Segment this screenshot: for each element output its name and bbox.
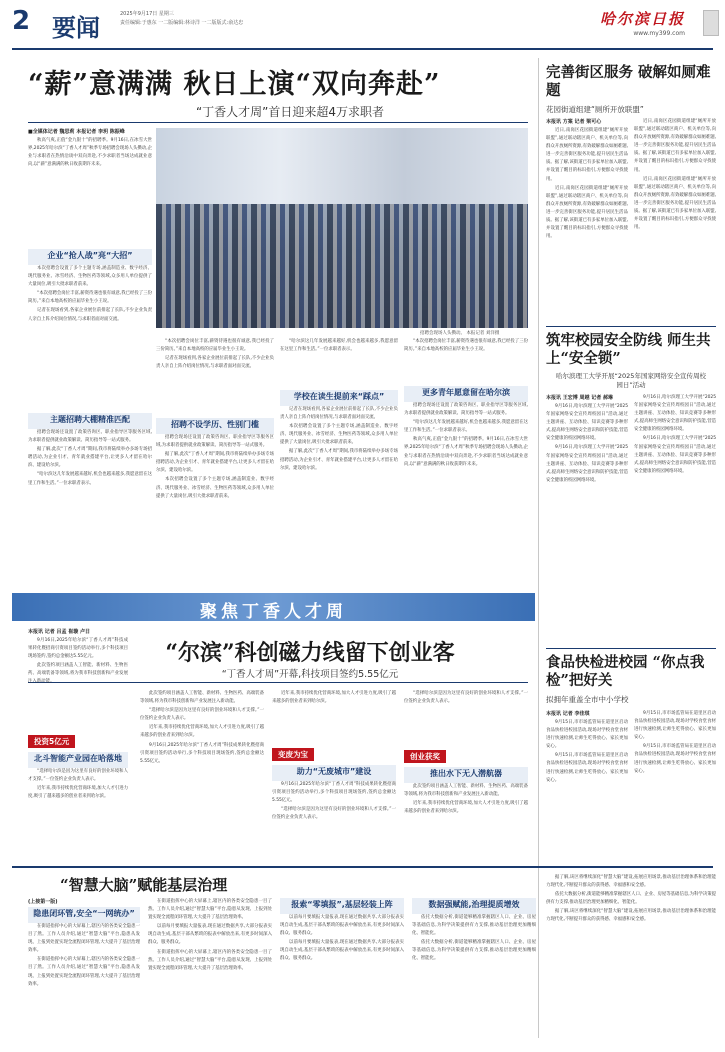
middle-col1-text-b: “选择哈尔滨是因为这里有良好的创业环境和人才支撑。”一位签约企业负责人表示。 近年来,我市持续优化营商环境,加大人才引进力度,吸引了越来越多的创业者来到哈尔滨。	[28, 769, 128, 800]
right-mid-subheadline: 哈尔滨理工大学开展“2025年国家网络安全宣传周校园日”活动	[556, 372, 706, 389]
lead-col2-text-a: “本次招聘会岗位丰富,薪资待遇也很有诚意,我已经投了三份简历。”来自本地高校的应届毕业生小王说。 记者在现场看到,各家企业展位前排起了长队,不少企业负责人亲自上阵介绍岗位情况,与求职者面对面交流。	[156, 339, 274, 370]
lead-subhead-4: 学校在读生提前来“踩点”	[280, 390, 398, 406]
middle-headline: “尔滨”科创磁力线留下创业客	[165, 640, 455, 666]
lead-column-4	[404, 338, 528, 590]
right-top-byline: 本报讯 方案 记者 梁可心	[546, 119, 602, 125]
edition-date: 2025年9月17日 星期三	[120, 11, 174, 17]
lead-intro: 秋高气爽,正值“金九银十”的招聘季。9月16日,在冰雪大世界,2025年哈尔滨“丁香人才周”秋季专场招聘会现场人头攒动,企业与求职者在热情洽谈中双向奔赴,不少求职者当场达成就业意向,以“薪”意满满的秋日收获期许未来。	[28, 138, 152, 168]
right-bottom-text-1: 9月15日,市市场监管局在道里区启动食品快检进校园活动,现场对学校食堂食材进行快速检测,让师生吃得放心、家长更加安心。 9月15日,市市场监管局在道里区启动食品快检进校园活动,现场对学校食堂食材进行快速检测,让师生吃得放心、家长更加安心。	[546, 720, 628, 783]
bottom-column-2	[148, 898, 272, 1044]
lead-col4-text-b: 招聘会现场还设置了政策咨询区、职业指导区等服务区域,为求职者提供就业政策解读、简历指导等一站式服务。 “哈尔滨这几年发展越来越好,机会也越来越多,我愿意留在这里工作和生活。”一位求职者表示。 秋高气爽,正值“金九银十”的招聘季。9月16日,在冰雪大世界,2025年哈尔滨“丁香人才周”秋季专场招聘会现场人头攒动,企业与求职者在热情洽谈中双向奔赴,不少求职者当场达成就业意向,以“薪”意满满的秋日收获期许未来。	[404, 403, 528, 467]
lead-subhead-3: 招聘不设学历、性别门槛	[156, 418, 274, 434]
right-mid-text-2: 9月16日,哈尔滨理工大学开展“2025年国家网络安全宣传周校园日”活动,通过主题讲座、互动体验、知识竞赛等多种形式,提高师生网络安全意识和防护技能,营造安全健康的校园网络环境。 9月16日,哈尔滨理工大学开展“2025年国家网络安全宣传周校园日”活动,通过主题讲座、互动体验、知识竞赛等多种形式,提高师生网络安全意识和防护技能,营造安全健康的校园网络环境。	[634, 395, 716, 474]
edition-editors: 责任编辑:于惠东 一二版编辑:林诗洋 一二版版式:俞达忠	[120, 20, 244, 26]
lead-photo	[156, 128, 528, 328]
middle-col3-text-a: 近年来,我市持续优化营商环境,加大人才引进力度,吸引了越来越多的创业者来到哈尔滨。	[272, 691, 396, 705]
middle-subhead-6: 推出水下无人潜航器	[404, 767, 528, 783]
bottom-col5-text: 据了解,该区将继续深化“智慧大脑”建设,拓展应用场景,推动基层治理体系和治理能力现代化,不断提升群众的获得感、幸福感和安全感。 依托大数据分析,街道能够精准掌握辖区人口、企业、房屋等基础信息,为科学决策提供有力支撑,推动基层治理更加精细化、智能化。 据了解,该区将继续深化“智慧大脑”建设,拓展应用场景,推动基层治理体系和治理能力现代化,不断提升群众的获得感、幸福感和安全感。	[546, 875, 716, 923]
lead-subhead-5: 更多青年愿意留在哈尔滨	[404, 386, 528, 402]
bottom-column-3	[280, 898, 404, 1044]
middle-subhead-2: 北斗智能产业园在哈落地	[28, 752, 128, 768]
bottom-col2-text: 在街道指挥中心的大屏幕上,辖区内的各类安全隐患一目了然。工作人员介绍,通过“智慧大脑”平台,隐患从发现、上报到处置实现全流程闭环管理,大大提升了基层治理效率。 以前每月要填报大量报表,现在通过数据共享,大部分报表实现自动生成,基层干部从繁琐的报表中解放出来,有更多时间深入群众、服务群众。 在街道指挥中心的大屏幕上,辖区内的各类安全隐患一目了然。工作人员介绍,通过“智慧大脑”平台,隐患从发现、上报到处置实现全流程闭环管理,大大提升了基层治理效率。	[148, 899, 272, 971]
right-top-column-1	[546, 118, 628, 320]
right-bottom-byline: 本报讯 记者 李佳琪	[546, 711, 590, 717]
lead-subheadline: “丁香人才周”首日迎来超4万求职者	[195, 105, 385, 119]
bottom-column-4	[412, 898, 536, 1044]
lead-col3-text-a: “哈尔滨这几年发展越来越好,机会也越来越多,我愿意留在这里工作和生活。”一位求职者表示。	[280, 339, 398, 353]
middle-col3-text-b: 9月16日,2025年哈尔滨“丁香人才周”科技成果转化暨招商引资项目签约活动举行,多个科技项目现场签约,签约总金额达5.55亿元。 “选择哈尔滨是因为这里有良好的创业环境和人才支撑。”一位签约企业负责人表示。	[272, 782, 396, 821]
bottom-col4-text: 依托大数据分析,街道能够精准掌握辖区人口、企业、房屋等基础信息,为科学决策提供有力支撑,推动基层治理更加精细化、智能化。 依托大数据分析,街道能够精准掌握辖区人口、企业、房屋等基础信息,为科学决策提供有力支撑,推动基层治理更加精细化、智能化。	[412, 915, 536, 962]
right-bottom-subheadline: 拟拥年重盖全市中小学校	[546, 695, 629, 704]
section-name: 要闻	[52, 13, 100, 42]
lead-rule	[28, 122, 528, 123]
feature-banner	[12, 593, 535, 621]
right-mid-column-1	[546, 394, 628, 640]
lead-column-2	[156, 338, 274, 590]
lead-col1-text-a: 本次招聘会设置了多个主题专场,涵盖制造业、数字经济、现代服务业、冰雪经济、生物医药等领域,众多用人单位提供了大量岗位,吸引大批求职者前来。 “本次招聘会岗位丰富,薪资待遇也很有诚意,我已经投了三份简历。”来自本地高校的应届毕业生小王说。 记者在现场看到,各家企业展位前排起了长队,不少企业负责人亲自上阵介绍岗位情况,与求职者面对面交流。	[28, 266, 152, 322]
bottom-col3-text: 以前每月要填报大量报表,现在通过数据共享,大部分报表实现自动生成,基层干部从繁琐的报表中解放出来,有更多时间深入群众、服务群众。 以前每月要填报大量报表,现在通过数据共享,大部分报表实现自动生成,基层干部从繁琐的报表中解放出来,有更多时间深入群众、服务群众。	[280, 915, 404, 962]
lead-column-3	[280, 338, 398, 590]
middle-col2-text: 此次签约项目涵盖人工智能、新材料、生物医药、高端装备等领域,将为我市科技创新和产业发展注入新动能。 “选择哈尔滨是因为这里有良好的创业环境和人才支撑。”一位签约企业负责人表示。 近年来,我市持续优化营商环境,加大人才引进力度,吸引了越来越多的创业者来到哈尔滨。 9月16日,2025年哈尔滨“丁香人才周”科技成果转化暨招商引资项目签约活动举行,多个科技项目现场签约,签约总金额达5.55亿元。	[140, 691, 264, 764]
bottom-left-subhead: 隐患闭环管,安全“一网统办”	[28, 907, 140, 923]
middle-col4-text-b: 此次签约项目涵盖人工智能、新材料、生物医药、高端装备等领域,将为我市科技创新和产业发展注入新动能。 近年来,我市持续优化营商环境,加大人才引进力度,吸引了越来越多的创业者来到哈尔滨。	[404, 784, 528, 815]
right-bottom-column-2	[634, 710, 716, 858]
right-mid-column-2	[634, 394, 716, 640]
bottom-column-1	[28, 898, 140, 1044]
right-mid-byline: 本报讯 王宏博 周越 记者 郝琳	[546, 395, 613, 401]
middle-column-2	[140, 690, 264, 860]
right-rule-1	[546, 326, 716, 327]
bottom-strip-rule	[12, 866, 713, 868]
bottom-left-byline: (上接第一版)	[28, 899, 58, 905]
middle-subhead-3: 变废为宝	[272, 748, 314, 761]
page-masthead	[0, 0, 725, 52]
right-rule-2	[546, 648, 716, 649]
lead-col3-text-b: 记者在现场看到,各家企业展位前排起了长队,不少企业负责人亲自上阵介绍岗位情况,与求职者面对面交流。 本次招聘会设置了多个主题专场,涵盖制造业、数字经济、现代服务业、冰雪经济、生物医药等领域,众多用人单位提供了大量岗位,吸引大批求职者前来。 据了解,此次“丁香人才周”期间,我市将陆续举办多场专场招聘活动,为企业引才、青年就业搭建平台,让更多人才留在哈尔滨、建设哈尔滨。	[280, 407, 398, 471]
bottom-mid-subhead: 报索“零填报”,基层轻装上阵	[280, 898, 404, 914]
lead-col2-text-b: 招聘会现场还设置了政策咨询区、职业指导区等服务区域,为求职者提供就业政策解读、简历指导等一站式服务。 据了解,此次“丁香人才周”期间,我市将陆续举办多场专场招聘活动,为企业引才、青年就业搭建平台,让更多人才留在哈尔滨、建设哈尔滨。 本次招聘会设置了多个主题专场,涵盖制造业、数字经济、现代服务业、冰雪经济、生物医药等领域,众多用人单位提供了大量岗位,吸引大批求职者前来。	[156, 435, 274, 499]
middle-subhead-5: 创业获奖	[404, 750, 446, 763]
right-mid-headline: 筑牢校园安全防线 师生共上“安全锁”	[546, 332, 711, 367]
page-number: 2	[12, 6, 31, 36]
bottom-left-headline: “智慧大脑”赋能基层治理	[60, 876, 228, 894]
middle-subheadline: “丁香人才周”开幕,科技项目签约5.55亿元	[221, 669, 399, 680]
bottom-col1-text: 在街道指挥中心的大屏幕上,辖区内的各类安全隐患一目了然。工作人员介绍,通过“智慧大脑”平台,隐患从发现、上报到处置实现全流程闭环管理,大大提升了基层治理效率。 在街道指挥中心的大屏幕上,辖区内的各类安全隐患一目了然。工作人员介绍,通过“智慧大脑”平台,隐患从发现、上报到处置实现全流程闭环管理,大大提升了基层治理效率。	[28, 924, 140, 987]
right-bottom-text-2: 9月15日,市市场监管局在道里区启动食品快检进校园活动,现场对学校食堂食材进行快速检测,让师生吃得放心、家长更加安心。 9月15日,市市场监管局在道里区启动食品快检进校园活动,现场对学校食堂食材进行快速检测,让师生吃得放心、家长更加安心。	[634, 711, 716, 774]
newspaper-url: www.my399.com	[633, 30, 685, 37]
right-mid-text-1: 9月16日,哈尔滨理工大学开展“2025年国家网络安全宣传周校园日”活动,通过主题讲座、互动体验、知识竞赛等多种形式,提高师生网络安全意识和防护技能,营造安全健康的校园网络环境。 9月16日,哈尔滨理工大学开展“2025年国家网络安全宣传周校园日”活动,通过主题讲座、互动体验、知识竞赛等多种形式,提高师生网络安全意识和防护技能,营造安全健康的校园网络环境。	[546, 404, 628, 483]
middle-col4-text-a: “选择哈尔滨是因为这里有良好的创业环境和人才支撑。”一位签约企业负责人表示。	[404, 691, 528, 705]
right-bottom-headline: 食品快检进校园 “你点我检”把好关	[546, 654, 705, 689]
feature-banner-text: 聚焦丁香人才周	[200, 602, 347, 622]
corner-emblem-icon	[703, 10, 719, 36]
right-top-text-1: 近日,南岗区花园街道组建“厕所开放联盟”,通过联动辖区商户、机关单位等,向群众开放厕所资源,有效破解群众如厕难题,进一步完善街区服务功能,提升居民生活品质。据了解,该街道已有多家单位加入联盟,并设置了醒目的标识指引,方便群众寻找使用。 近日,南岗区花园街道组建“厕所开放联盟”,通过联动辖区商户、机关单位等,向群众开放厕所资源,有效破解群众如厕难题,进一步完善街区服务功能,提升居民生活品质。据了解,该街道已有多家单位加入联盟,并设置了醒目的标识指引,方便群众寻找使用。	[546, 128, 628, 240]
middle-col1-text-a: 9月16日,2025年哈尔滨“丁香人才周”科技成果转化暨招商引资项目签约活动举行,多个科技项目现场签约,签约总金额达5.55亿元。 此次签约项目涵盖人工智能、新材料、生物医药、高端装备等领域,将为我市科技创新和产业发展注入新动能。	[28, 638, 128, 685]
column-divider	[538, 58, 539, 1038]
middle-column-1	[28, 628, 128, 860]
newspaper-logo: 哈尔滨日报	[599, 10, 685, 28]
lead-subhead-1: 企业“抢人战”亮“大招”	[28, 249, 152, 265]
right-top-subheadline: 花园街道组建“厕所开放联盟”	[546, 105, 644, 114]
lead-byline: ■全媒体记者 魏思莉 本报记者 李玥 陈振峰	[28, 129, 125, 135]
middle-subhead-1: 投资5亿元	[28, 735, 75, 748]
middle-subhead-4: 助力“无废城市”建设	[272, 765, 396, 781]
lead-headline: “薪”意满满 秋日上演“双向奔赴”	[28, 69, 441, 100]
lead-subhead-2: 主题招聘大棚精准匹配	[28, 413, 152, 429]
lead-col4-text-a: “本次招聘会岗位丰富,薪资待遇也很有诚意,我已经投了三份简历。”来自本地高校的应届毕业生小王说。	[404, 339, 528, 353]
middle-column-4	[404, 690, 528, 860]
bottom-right-subhead: 数据强赋能,治理提质增效	[412, 898, 536, 914]
right-top-headline: 完善街区服务 破解如厕难题	[546, 64, 711, 99]
edition-meta	[120, 10, 243, 28]
lead-column-1	[28, 128, 152, 590]
lead-col1-text-b: 招聘会现场还设置了政策咨询区、职业指导区等服务区域,为求职者提供就业政策解读、简历指导等一站式服务。 据了解,此次“丁香人才周”期间,我市将陆续举办多场专场招聘活动,为企业引才、青年就业搭建平台,让更多人才留在哈尔滨、建设哈尔滨。 “哈尔滨这几年发展越来越好,机会也越来越多,我愿意留在这里工作和生活。”一位求职者表示。	[28, 430, 152, 486]
right-top-text-2: 近日,南岗区花园街道组建“厕所开放联盟”,通过联动辖区商户、机关单位等,向群众开放厕所资源,有效破解群众如厕难题,进一步完善街区服务功能,提升居民生活品质。据了解,该街道已有多家单位加入联盟,并设置了醒目的标识指引,方便群众寻找使用。 近日,南岗区花园街道组建“厕所开放联盟”,通过联动辖区商户、机关单位等,向群众开放厕所资源,有效破解群众如厕难题,进一步完善街区服务功能,提升居民生活品质。据了解,该街道已有多家单位加入联盟,并设置了醒目的标识指引,方便群众寻找使用。	[634, 119, 716, 231]
lead-photo-caption: 招聘会现场人头攒动。 本报记者 刘洋摄	[420, 331, 500, 336]
middle-byline: 本报讯 记者 吕孟 崔璇 卢日	[28, 629, 90, 635]
middle-column-3	[272, 690, 396, 860]
bottom-column-5	[546, 874, 716, 1044]
right-bottom-column-1	[546, 710, 628, 858]
masthead-rule	[12, 48, 713, 50]
right-top-column-2	[634, 118, 716, 320]
